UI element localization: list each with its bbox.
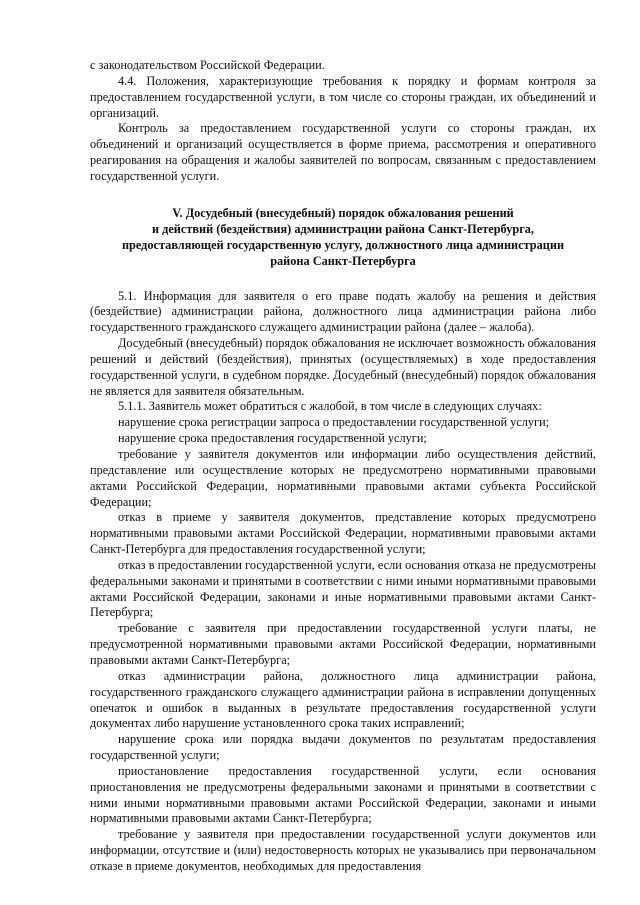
case-refusal-acceptance: отказ в приеме у заявителя документов, представление которых предусмотрено нормативными правовыми актами Российской Федерации, нормативными правовыми актами Санкт-Петербурга для предоставления государственной услуги; — [90, 510, 596, 557]
heading-line-3: предоставляющей государственную услугу, должностного лица администрации — [121, 238, 565, 253]
case-correction-refusal: отказ администрации района, должностного лица администрации района, государственного гражданского служащего администрации района в исправлении допущенных опечаток и ошибок в выданных в результате предоставления государственной услуги документах либо нарушение установленного срока таких исправлений; — [90, 668, 596, 731]
heading-line-2: и действий (бездействия) администрации района Санкт-Петербурга, — [151, 221, 535, 236]
paragraph-control: Контроль за предоставлением государственной услуги со стороны граждан, их объединений и организаций осуществляется в форме приема, рассмотрения и оперативного реагирования на обращения и жалобы заявителей по вопросам, связанным с предоставлением государственной услуги. — [90, 121, 596, 183]
heading-line-4: района Санкт-Петербурга — [270, 254, 416, 269]
case-extra-documents: требование у заявителя документов или информации либо осуществления действий, представление или осуществление которых не предусмотрено нормативными правовыми актами Российской Федерации, нормативными правовыми актами субъекта Российской Федерации; — [90, 447, 596, 509]
paragraph-4-4: 4.4. Положения, характеризующие требования к порядку и формам контроля за предоставлением государственной услуги, в том числе со стороны граждан, их объединений и организаций. — [90, 73, 596, 120]
heading-line-1: V. Досудебный (внесудебный) порядок обжалования решений — [172, 205, 514, 220]
case-fee-demand: требование с заявителя при предоставлении государственной услуги платы, не предусмотренной нормативными правовыми актами Российской Федерации, нормативными правовыми актами Санкт-Петербурга; — [90, 621, 596, 667]
section-v-heading — [90, 205, 596, 270]
case-refusal-service: отказ в предоставлении государственной услуги, если основания отказа не предусмотрены федеральными законами и принятыми в соответствии с ними иными нормативными правовыми актами Российской Федерации, законами и иные нормативными правовыми актами Санкт-Петербурга; — [90, 557, 596, 620]
paragraph-5-1: 5.1. Информация для заявителя о его праве подать жалобу на решения и действия (бездействие) администрации района, должностного лица администрации района либо государственного гражданского служащего администрации района (далее – жалоба). — [90, 288, 596, 335]
paragraph-pretrial: Досудебный (внесудебный) порядок обжалования не исключает возможность обжалования решений и действий (бездействия), принятых (осуществляемых) в ходе предоставления государственной услуги, в судебном порядке. Досудебный (внесудебный) порядок обжалования не является для заявителя обязательным. — [90, 336, 597, 398]
case-suspension: приостановление предоставления государственной услуги, если основания приостановления не предусмотрены федеральными законами и принятыми в соответствии с ними иными нормативными правовыми актами Российской Федерации, законами и иными нормативными правовыми актами Санкт-Петербурга; — [90, 763, 596, 826]
case-registration-term: нарушение срока регистрации запроса о предоставлении государственной услуги; — [118, 415, 550, 430]
paragraph-law-end: с законодательством Российской Федерации. — [90, 58, 325, 72]
case-service-term: нарушение срока предоставления государственной услуги; — [118, 431, 427, 446]
case-issuance-violation: нарушение срока или порядка выдачи документов по результатам предоставления государственной услуги; — [90, 732, 596, 763]
paragraph-5-1-1: 5.1.1. Заявитель может обратиться с жалобой, в том числе в следующих случаях: — [118, 399, 542, 414]
case-missing-documents: требование у заявителя при предоставлении государственной услуги документов или информации, отсутствие и (или) недостоверность которых не указывались при первоначальном отказе в приеме документов, необходимых для предоставления — [90, 827, 596, 873]
document-page — [90, 58, 596, 875]
